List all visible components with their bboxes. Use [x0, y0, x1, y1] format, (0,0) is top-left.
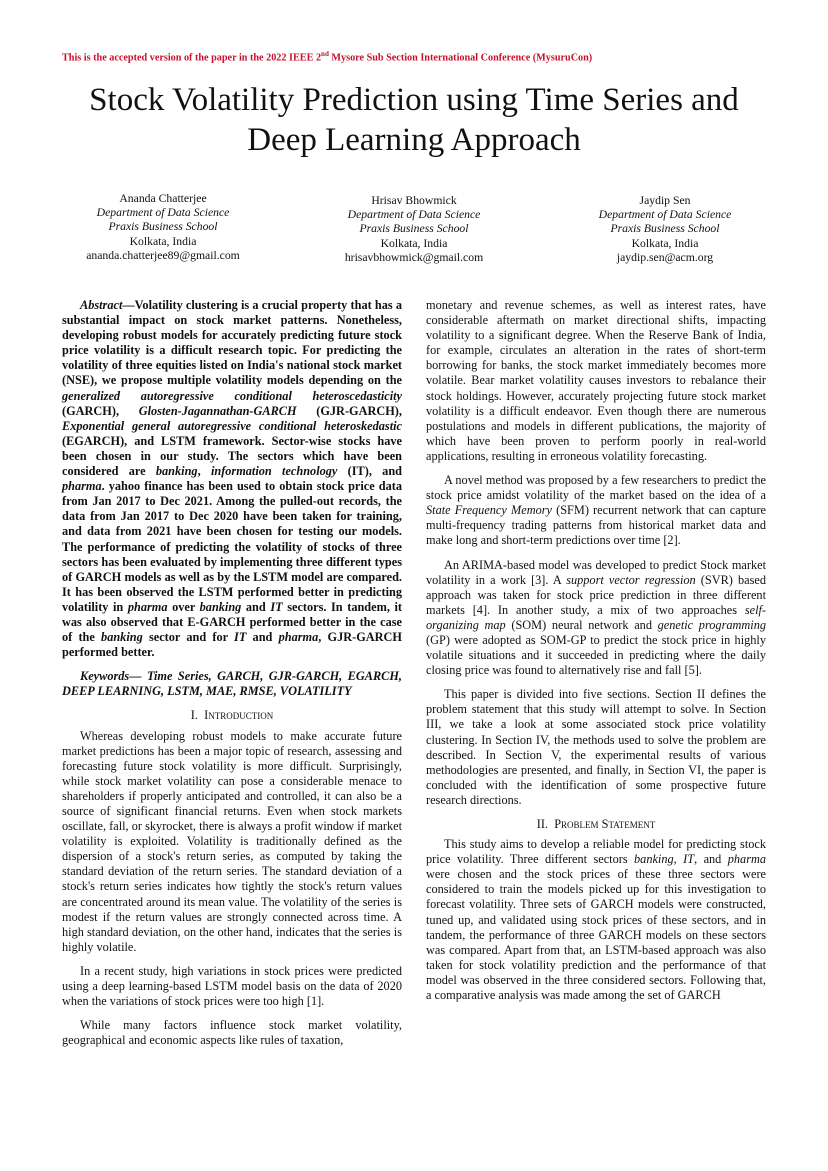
title-line-1: Stock Volatility Prediction using Time Series and: [89, 82, 739, 118]
author-block-1: [48, 192, 278, 263]
author-organization: Praxis Business School: [359, 222, 469, 236]
intro-paragraph-3: While many factors influence stock market volatility, geographical and economic aspects like rules of taxation,: [62, 1018, 402, 1048]
author-city: Kolkata, India: [631, 236, 699, 250]
author-department: Department of Data Science: [96, 206, 230, 220]
author-email: hrisavbhowmick@gmail.com: [344, 250, 484, 264]
intro-paragraph-2: In a recent study, high variations in stock prices were predicted using a deep learning-based LSTM model basis on the data of 2020 when the variations of stock prices were too high [1].: [62, 963, 402, 1009]
author-email: ananda.chatterjee89@gmail.com: [86, 248, 240, 262]
author-name: Jaydip Sen: [639, 194, 691, 207]
problem-paragraph-1: This study aims to develop a reliable model for predicting stock price volatility. Three different sectors banking, IT, and pharma were chosen and the stock prices of these three sectors were considered to train the models picked up for this investigation to forecast volatility. Three sets of GARCH models were constructed, tuned up, and validated using stock prices of these sectors, and in tandem, the performance of three GARCH models on these sectors was compared. Apart from that, an LSTM-based approach was also taken for stock volatility prediction and the performance of that model was observed in the three considered sectors. Following that, a comparative analysis was made among the set of GARCH: [426, 837, 767, 1003]
author-city: Kolkata, India: [129, 234, 197, 248]
author-organization: Praxis Business School: [610, 222, 720, 236]
section-heading-problem-statement: II. Problem Statement: [536, 817, 656, 831]
author-department: Department of Data Science: [598, 208, 732, 222]
author-city: Kolkata, India: [380, 236, 448, 250]
author-block-2: [299, 194, 529, 265]
intro-paragraph-6: An ARIMA-based model was developed to predict Stock market volatility in a work [3]. A support vector regression (SVR) based approach was taken for stock price prediction in three different markets [4]. In another study, a mix of two approaches self-organizing map (SOM) neural network and genetic programming (GP) were adopted as SOM-GP to predict the stock price in highly volatile situations and it succeeded in predicting where the daily closing price was found to alternatively rise and fall [5].: [426, 557, 766, 678]
title-line-2: Deep Learning Approach: [247, 122, 581, 158]
left-column: [62, 298, 402, 1057]
conference-notice: This is the accepted version of the paper in the 2022 IEEE 2nd Mysore Sub Section International Conference (MysuruCon): [62, 50, 593, 64]
paper-title: [0, 80, 828, 160]
intro-paragraph-5: A novel method was proposed by a few researchers to predict the stock price amidst volatility of the market based on the idea of a State Frequency Memory (SFM) recurrent network that can capture multi-frequency trading patterns from historical market data and make long and short-term predictions over time [2].: [426, 473, 766, 548]
abstract: Abstract—Volatility clustering is a crucial property that has a substantial impact on stock market patterns. Nonetheless, developing robust models for accurately predicting future stock price volatility is a difficult research topic. For predicting the volatility of three equities listed on India's national stock market (NSE), we propose multiple volatility models depending on the generalized autoregressive conditional heteroscedasticity (GARCH), Glosten-Jagannathan-GARCH (GJR-GARCH), Exponential general autoregressive conditional heteroskedastic (EGARCH), and LSTM framework. Sector-wise stocks have been chosen in our study. The sectors which have been considered are banking, information technology (IT), and pharma. yahoo finance has been used to obtain stock price data from Jan 2017 to Dec 2021. Among the pulled-out records, the data from Jan 2017 to Dec 2020 have been taken for training, and data from 2021 have been chosen for testing our models. The performance of predicting the volatility of stocks of three sectors has been evaluated by implementing three different types of GARCH models as well as by the LSTM model are compared. It has been observed the LSTM performed better in predicting volatility in pharma over banking and IT sectors. In tandem, it was also observed that E-GARCH performed better in the case of the banking sector and for IT and pharma, GJR-GARCH performed better.: [62, 298, 403, 660]
author-email: jaydip.sen@acm.org: [616, 250, 714, 264]
author-organization: Praxis Business School: [108, 220, 218, 234]
section-heading-introduction: I. Introduction: [190, 708, 274, 723]
author-department: Department of Data Science: [347, 208, 481, 222]
right-column: [426, 298, 766, 1012]
intro-paragraph-4: monetary and revenue schemes, as well as interest rates, have considerable aftermath on market directional shifts, impacting volatility to a significant degree. When the Reserve Bank of India, for example, circulates an alteration in the rates of short-term borrowing for banks, the stock market immediately becomes more volatile. Bear market volatility causes investors to rebalance their stock holdings. However, accurately projecting future stock market volatility is a difficult endeavor. Even though there are numerous postulations and models in different publications, the majority of which have been proven to perform poorly in real-world applications, resulting in erroneous volatility forecasting.: [426, 298, 766, 463]
keywords: Keywords— Time Series, GARCH, GJR-GARCH, EGARCH, DEEP LEARNING, LSTM, MAE, RMSE, VOLATILITY: [62, 669, 402, 699]
author-name: Ananda Chatterjee: [119, 192, 207, 205]
author-block-3: [550, 194, 780, 265]
author-name: Hrisav Bhowmick: [371, 194, 457, 207]
intro-paragraph-7: This paper is divided into five sections. Section II defines the problem statement that this study will attempt to solve. In Section III, we take a look at some associated stock price volatility clustering. In Section IV, the methods used to solve the problem are described. In Section V, the experimental results of various methodologies are presented, and finally, in Section VI, the paper is concluded with the identification of some prospective future research directions.: [426, 687, 766, 807]
intro-paragraph-1: Whereas developing robust models to make accurate future market predictions has been a major topic of research, assessing and forecasting future stock volatility is more difficult. Surprisingly, while stock market volatility can pose a considerable menace to shareholders if properly anticipated and controlled, it can also be a source of significant financial returns. Even when stock markets oscillate, fall, or skyrocket, there is always a profit window if market volatility is exploited. Volatility is traditionally defined as the dispersion of a stock's return series, as computed by taking the standard deviation of the return series. The standard deviation of a stock's return series indicates how tightly the stock's return values are concentrated around its mean value. The volatility of the series is modest if the return values are strongly connected across time. A high standard deviation, on the other hand, indicates that the series is highly volatile.: [62, 728, 402, 954]
